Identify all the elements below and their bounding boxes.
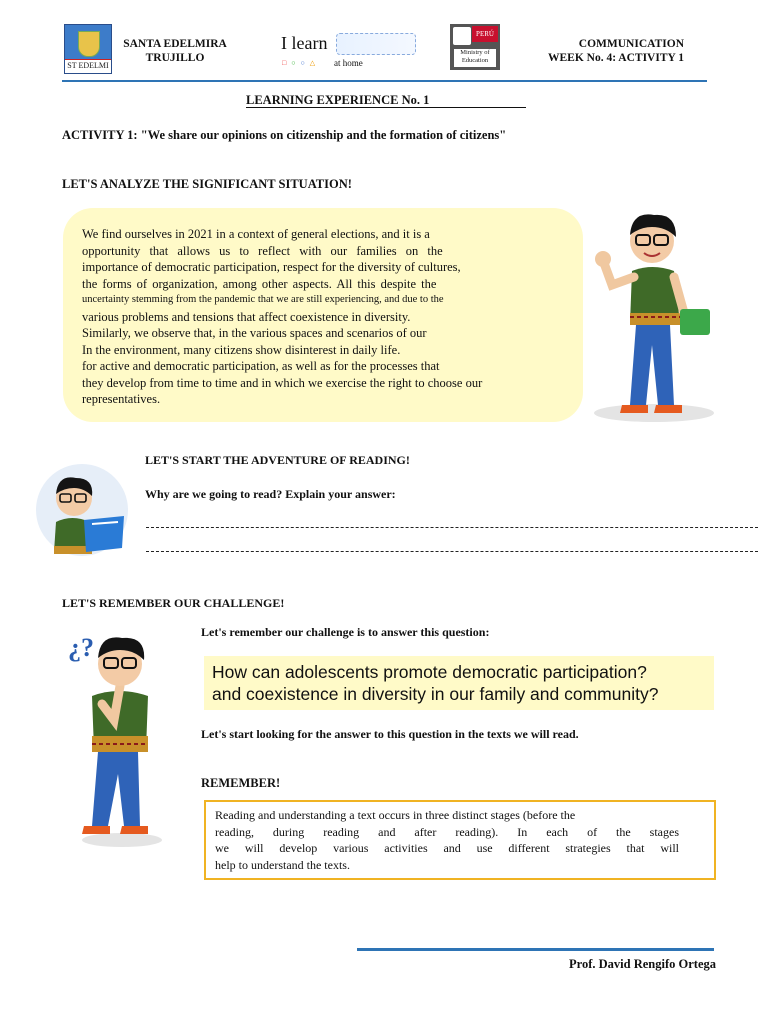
situation-line: representatives. <box>82 392 161 406</box>
reading-student-illustration <box>32 462 132 558</box>
situation-line: they develop from time to time and in which we exercise the right to choose our <box>82 375 483 390</box>
author-name: Prof. David Rengifo Ortega <box>569 957 716 971</box>
school-crest-icon <box>78 31 100 57</box>
program-logo <box>278 30 418 70</box>
remember-line: reading, during reading and after reading). In each of the stages <box>215 824 679 839</box>
course-info <box>520 37 684 65</box>
ministry-label: Ministry of Education <box>454 49 496 67</box>
school-name-line2: TRUJILLO <box>145 52 205 64</box>
remember-line: Reading and understanding a text occurs in three distinct stages (before the <box>215 808 576 822</box>
thinking-student-illustration <box>62 624 172 850</box>
course-name: COMMUNICATION <box>578 38 684 50</box>
section-heading-analyze: LET'S ANALYZE THE SIGNIFICANT SITUATION! <box>62 177 352 191</box>
situation-line: In the environment, many citizens show disinterest in daily life. <box>82 342 401 357</box>
peru-crest-icon <box>453 27 471 45</box>
situation-line: for active and democratic participation, as well as for the processes that <box>82 359 440 373</box>
challenge-question-line: and coexistence in diversity in our family and community? <box>212 684 659 704</box>
program-logo-subtitle: at home <box>334 58 363 68</box>
situation-line: uncertainty stemming from the pandemic that we are still experiencing, and due to the <box>82 294 444 305</box>
experience-title-underline <box>246 107 526 108</box>
footer-divider <box>357 948 714 951</box>
section-heading-reading: LET'S START THE ADVENTURE OF READING! <box>145 453 410 467</box>
remember-text <box>215 807 679 873</box>
situation-line: opportunity that allows us to reflect with our families on the <box>82 243 443 258</box>
challenge-question-line: How can adolescents promote democratic participation? <box>212 662 647 682</box>
experience-title: LEARNING EXPERIENCE No. 1 <box>246 93 430 107</box>
situation-line: importance of democratic participation, respect for the diversity of cultures, <box>82 260 461 274</box>
header-divider <box>62 80 707 82</box>
situation-text <box>82 226 580 408</box>
week-activity: WEEK No. 4: ACTIVITY 1 <box>548 52 684 64</box>
school-logo <box>64 24 112 74</box>
challenge-question <box>212 661 658 705</box>
remember-line: we will develop various activities and use different strategies that will <box>215 841 679 855</box>
school-name-line1: SANTA EDELMIRA <box>123 38 227 50</box>
school-name <box>112 37 238 65</box>
section-heading-challenge: LET'S REMEMBER OUR CHALLENGE! <box>62 596 285 610</box>
answer-line[interactable] <box>146 527 758 528</box>
activity-title: ACTIVITY 1: "We share our opinions on citizenship and the formation of citizens" <box>62 128 507 142</box>
peru-flag-label: PERÚ <box>472 26 498 42</box>
remember-heading: REMEMBER! <box>201 776 281 790</box>
situation-line: Similarly, we observe that, in the various spaces and scenarios of our <box>82 326 427 340</box>
program-logo-title: I learn <box>281 33 328 53</box>
answer-search-instruction: Let's start looking for the answer to this question in the texts we will read. <box>201 727 579 741</box>
ministry-logo <box>450 24 500 70</box>
program-logo-banner <box>336 33 416 55</box>
remember-line: help to understand the texts. <box>215 857 350 872</box>
waving-student-illustration <box>592 205 722 425</box>
situation-line: We find ourselves in 2021 in a context of general elections, and it is a <box>82 227 430 241</box>
reading-purpose-question: Why are we going to read? Explain your answer: <box>145 487 396 501</box>
challenge-intro: Let's remember our challenge is to answer this question: <box>201 625 490 639</box>
question-mark-icon: ¿? <box>68 633 94 662</box>
program-logo-shapes-icon: □○○△ <box>282 59 321 67</box>
answer-line[interactable] <box>146 551 758 552</box>
situation-line: various problems and tensions that affect coexistence in diversity. <box>82 309 411 324</box>
school-logo-band: ST EDELMI <box>65 59 111 73</box>
situation-line: the forms of organization, among other aspects. All this despite the <box>82 276 437 291</box>
